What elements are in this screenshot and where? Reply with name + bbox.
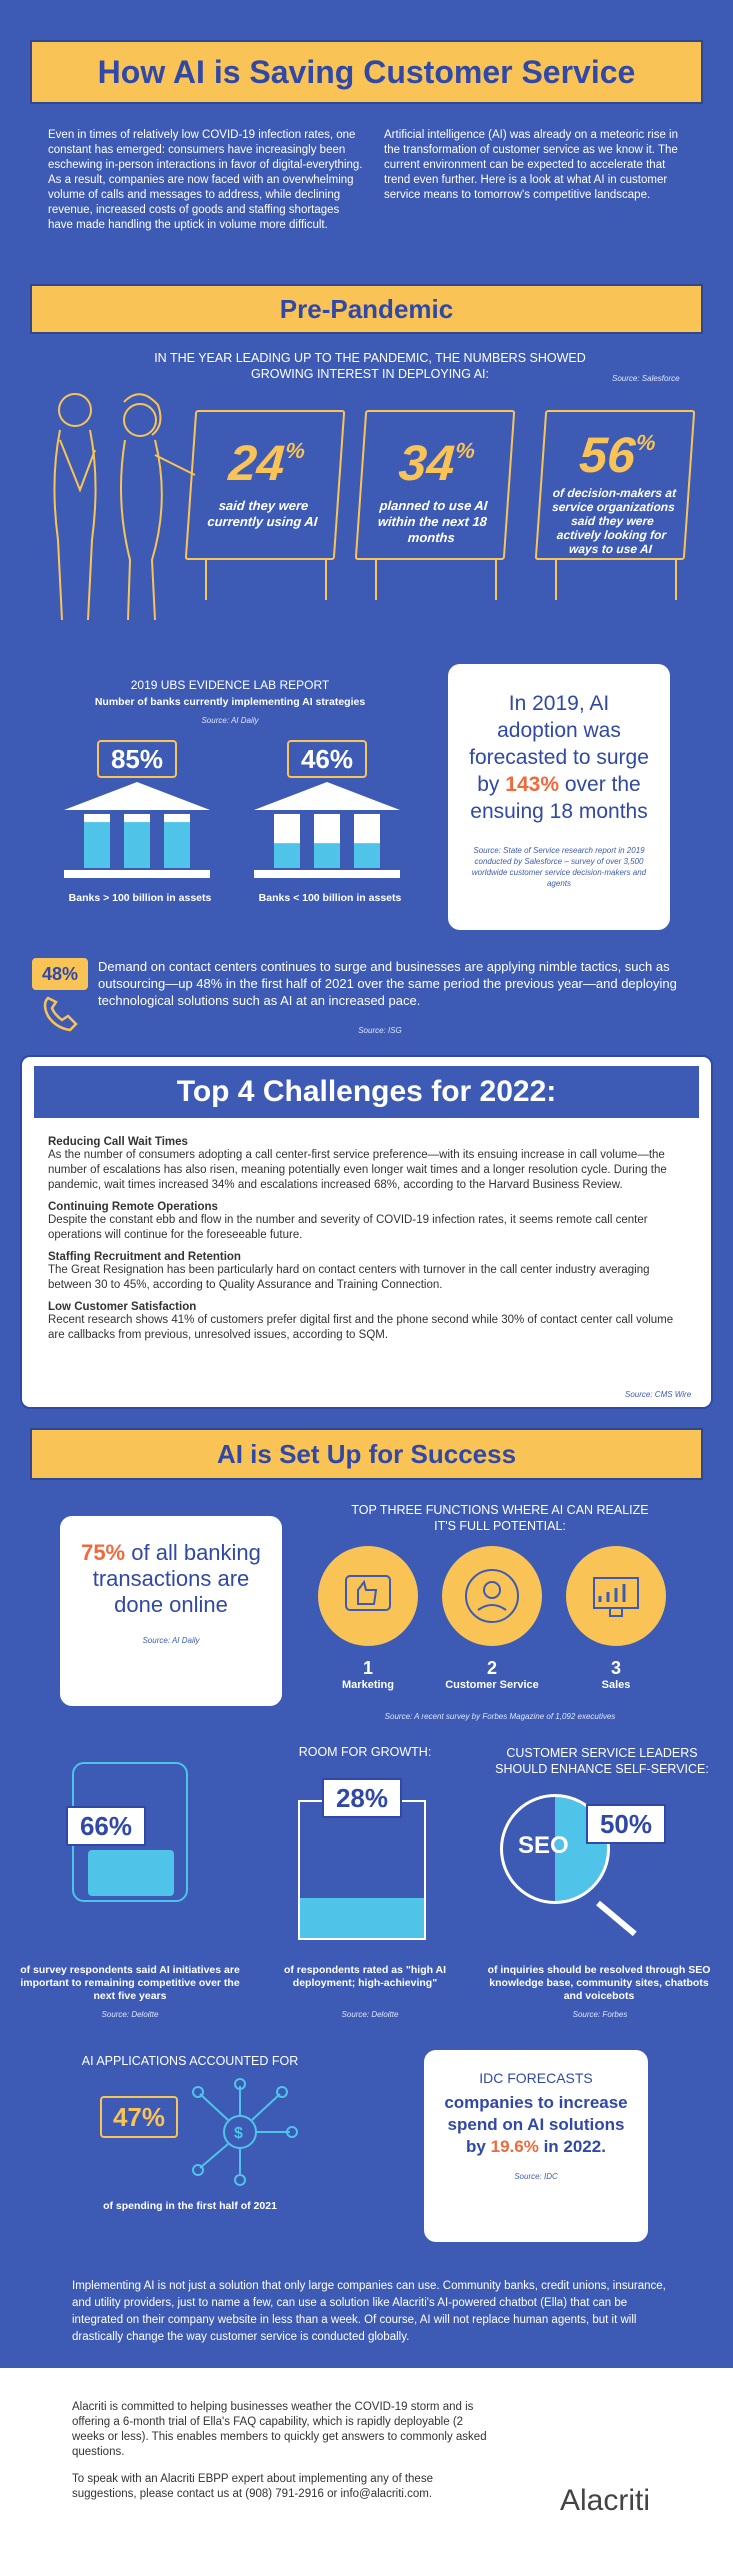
- easel-leg: [555, 560, 557, 600]
- footer-p1: Alacriti is committed to helping businesses weather the COVID-19 storm and is offering a 6-month trial of Ella's FAQ capability, which is rapidly deployable (2 weeks or less). This enables members to quickly get answers to commonly asked questions.: [72, 2401, 487, 2458]
- bank-46-building: [252, 780, 402, 880]
- challenge-1-heading: Reducing Call Wait Times: [48, 1136, 188, 1148]
- banking-caption: of all banking transactions are done online: [92, 1540, 261, 1617]
- sales-circle: [566, 1546, 666, 1646]
- stat-easel-56: [535, 410, 695, 560]
- function-1-number: 1: [362, 1658, 373, 1678]
- demand-source: Source: ISG: [358, 1026, 402, 1035]
- stat-34-caption: planned to use AI within the next 18 months: [377, 498, 489, 545]
- demand-text: Demand on contact centers continues to surge and businesses are applying nimble tactics, such as outsourcing—up 48% in the first half of 2021 over the same period the previous year—and deploying technological solutions such as AI at an increased pace.: [98, 959, 677, 1008]
- challenges-source: Source: CMS Wire: [625, 1390, 692, 1399]
- stat-56-value: 56: [577, 427, 638, 483]
- bank-85-badge: 85%: [97, 740, 177, 778]
- function-2-label: Customer Service: [445, 1679, 539, 1691]
- closing-text: Implementing AI is not just a solution that only large companies can use. Community banks, credit unions, insurance, and utility providers, just to name a few, can use a solution like Alacriti's AI-powered chatbot (Ella) that can be integrated on their company website in less than a week. Of course, AI will not replace human agents, but it will drastically change the way customer service is conducted globally.: [72, 2280, 666, 2343]
- stat-easel-34: [355, 410, 515, 560]
- banking-pct: 75%: [81, 1540, 126, 1565]
- seo-graphic: [500, 1794, 700, 1944]
- page-title: How AI is Saving Customer Service: [97, 54, 636, 90]
- ubs-title: 2019 UBS EVIDENCE LAB REPORT: [130, 678, 330, 692]
- network-graphic: [100, 2076, 300, 2196]
- easel-leg: [325, 560, 327, 600]
- top3-title: TOP THREE FUNCTIONS WHERE AI CAN REALIZE IT'S FULL POTENTIAL:: [351, 1503, 649, 1533]
- customer-service-circle: [442, 1546, 542, 1646]
- demand-pct: 48%: [32, 958, 88, 990]
- function-3-number: 3: [610, 1658, 621, 1678]
- intro-left: Even in times of relatively low COVID-19 infection rates, one constant has emerged: consumers have increasingly been eschewing in-person interactions in favor of digital-everything. As a result, companies are now faced with an overwhelming volume of calls and messages to address, while declining revenue, increased costs of goods and staffing shortages have made handling the uptick in volume more difficult.: [48, 129, 363, 231]
- stat-56-unit: %: [635, 430, 657, 455]
- handset-icon: [40, 994, 80, 1034]
- forecast-text: [466, 690, 652, 825]
- s50-text: of inquiries should be resolved through SEO knowledge base, community sites, chatbots and voicebots: [487, 1964, 711, 2002]
- challenge-3-text: The Great Resignation has been particularly hard on contact centers with turnover in the call center industry averaging between 30 to 45%, according to Quality Assurance and Training Connection.: [48, 1264, 650, 1291]
- phone-icon: [32, 958, 90, 1038]
- easel-leg: [495, 560, 497, 600]
- function-2-number: 2: [486, 1658, 497, 1678]
- forecast-text-a: In 2019, AI adoption was forecasted to surge by: [469, 692, 649, 796]
- function-1: [318, 1658, 418, 1691]
- footer: [0, 2368, 733, 2560]
- s50-source: Source: Forbes: [572, 2010, 628, 2019]
- s28-text: of respondents rated as "high AI deployment; high-achieving": [283, 1964, 447, 1989]
- idc-text-b: in 2022.: [543, 2137, 606, 2156]
- s66-source: Source: Deloitte: [101, 2010, 159, 2019]
- bank-column-fill: [84, 822, 110, 868]
- challenges-banner: [34, 1066, 699, 1118]
- self-service-title: CUSTOMER SERVICE LEADERS SHOULD ENHANCE SELF-SERVICE:: [495, 1746, 709, 1776]
- forecast-text-b: over the ensuing 18 months: [470, 773, 648, 823]
- forecast-card: [448, 664, 670, 930]
- stat-24-unit: %: [284, 438, 306, 463]
- stat-34-value: 34: [396, 435, 457, 491]
- challenges-title: Top 4 Challenges for 2022:: [176, 1075, 557, 1108]
- seo-handle: [596, 1901, 637, 1936]
- seo-label: SEO: [518, 1832, 569, 1859]
- challenge-3-heading: Staffing Recruitment and Retention: [48, 1251, 241, 1263]
- room-title: ROOM FOR GROWTH:: [298, 1745, 432, 1759]
- s47-badge: 47%: [100, 2096, 178, 2138]
- s66-text: of survey respondents said AI initiatives are important to remaining competitive over the next five years: [20, 1964, 240, 2002]
- people-illustration: [40, 380, 200, 630]
- bank-46-badge: 46%: [287, 740, 367, 778]
- forecast-pct: 143%: [505, 773, 559, 796]
- easel-leg: [675, 560, 677, 600]
- bank-85-graphic: [62, 740, 212, 890]
- building-graphic: [298, 1770, 426, 1950]
- s47-text: of spending in the first half of 2021: [103, 2200, 277, 2212]
- banking-source: Source: AI Daily: [142, 1636, 200, 1645]
- challenges-list: [48, 1128, 688, 1343]
- stat-24-value: 24: [226, 435, 287, 491]
- function-3-label: Sales: [601, 1679, 631, 1691]
- dollar-network-icon: [180, 2076, 300, 2186]
- intro-right: Artificial intelligence (AI) was already on a meteoric rise in the transformation of customer service as we know it. The current environment can be expected to accelerate that trend even further. Here is a look at what AI in customer service means to tomorrow's competitive landscape.: [384, 129, 679, 201]
- idc-source: Source: IDC: [514, 2172, 558, 2181]
- svg-text:$: $: [234, 2125, 243, 2142]
- phone-graphic: [72, 1762, 188, 1902]
- bank-column-fill: [314, 843, 340, 868]
- challenge-2-heading: Continuing Remote Operations: [48, 1201, 218, 1213]
- stat-34-unit: %: [454, 438, 476, 463]
- apps-title: AI APPLICATIONS ACCOUNTED FOR: [81, 2054, 299, 2068]
- challenge-1-text: As the number of consumers adopting a call center-first service preference—with its ensuing increase in call volume—the number of escalations has also risen, meaning potentially even longer wait times and a longer resolution cycle. During the pandemic, wait times increased 34% and escalations increased 68%, according to the Harvard Business Review.: [48, 1149, 667, 1191]
- function-1-label: Marketing: [342, 1679, 394, 1691]
- s28-source: Source: Deloitte: [341, 2010, 399, 2019]
- bank-46-label: Banks < 100 billion in assets: [258, 892, 402, 904]
- challenge-2-text: Despite the constant ebb and flow in the number and severity of COVID-19 infection rates, it seems remote call center operations will continue for the foreseeable future.: [48, 1214, 648, 1241]
- pre-pandemic-banner: [30, 284, 703, 334]
- bank-column-fill: [164, 822, 190, 868]
- pre-pandemic-title: Pre-Pandemic: [279, 294, 454, 324]
- idc-pct: 19.6%: [490, 2137, 539, 2156]
- bank-column-fill: [124, 822, 150, 868]
- top3-source: Source: A recent survey by Forbes Magazine of 1,092 executives: [384, 1712, 616, 1721]
- pre-lead: IN THE YEAR LEADING UP TO THE PANDEMIC, THE NUMBERS SHOWED GROWING INTEREST IN DEPLOYING AI:: [154, 351, 586, 381]
- bank-column-fill: [354, 843, 380, 868]
- thumbs-up-icon: [318, 1546, 418, 1646]
- bank-85-label: Banks > 100 billion in assets: [68, 892, 212, 904]
- bank-46-graphic: [252, 740, 402, 890]
- stat-easel-24: [185, 410, 345, 560]
- ubs-source: Source: AI Daily: [201, 716, 259, 725]
- success-title: AI is Set Up for Success: [216, 1439, 517, 1469]
- easel-leg: [205, 560, 207, 600]
- banking-card: [60, 1516, 282, 1706]
- challenge-4-heading: Low Customer Satisfaction: [48, 1301, 197, 1313]
- banking-text: [74, 1540, 268, 1618]
- footer-p2: To speak with an Alacriti EBPP expert about implementing any of these suggestions, please contact us at (908) 791-2916 or info@alacriti.com.: [72, 2473, 433, 2500]
- monitor-chart-icon: [566, 1546, 666, 1646]
- building-fill: [300, 1898, 424, 1938]
- idc-text-a: companies to increase spend on AI solutions by: [444, 2093, 628, 2156]
- bank-85-building: [62, 780, 212, 880]
- pre-source: Source: Salesforce: [612, 374, 680, 383]
- idc-text: [438, 2092, 634, 2158]
- bank-column-fill: [274, 843, 300, 868]
- keypad: [88, 1850, 174, 1896]
- stat-24-caption: said they were currently using AI: [206, 498, 318, 529]
- marketing-circle: [318, 1546, 418, 1646]
- function-2: [432, 1658, 552, 1691]
- function-3: [566, 1658, 666, 1691]
- idc-title: IDC FORECASTS: [479, 2070, 593, 2086]
- idc-card: [424, 2050, 648, 2242]
- easel-leg: [375, 560, 377, 600]
- ubs-subtitle: Number of banks currently implementing AI strategies: [94, 696, 366, 708]
- s28-badge: 28%: [322, 1778, 402, 1818]
- forecast-source: Source: State of Service research report in 2019 conducted by Salesforce – survey of over 3,500 worldwide customer service decision-makers and agents: [471, 846, 647, 888]
- building-body: [298, 1800, 426, 1940]
- title-banner: [30, 40, 703, 104]
- s50-badge: 50%: [586, 1804, 666, 1844]
- stat-56-caption: of decision-makers at service organizations said they were actively looking for ways to use AI: [551, 486, 677, 556]
- challenge-4-text: Recent research shows 41% of customers prefer digital first and the phone second while 30% of contact center call volume are callbacks from previous, unresolved issues, according to SQM.: [48, 1314, 674, 1341]
- headset-icon: [442, 1546, 542, 1646]
- alacriti-logo: Alacriti: [560, 2484, 651, 2517]
- success-banner: [30, 1428, 703, 1480]
- s66-badge: 66%: [66, 1806, 146, 1846]
